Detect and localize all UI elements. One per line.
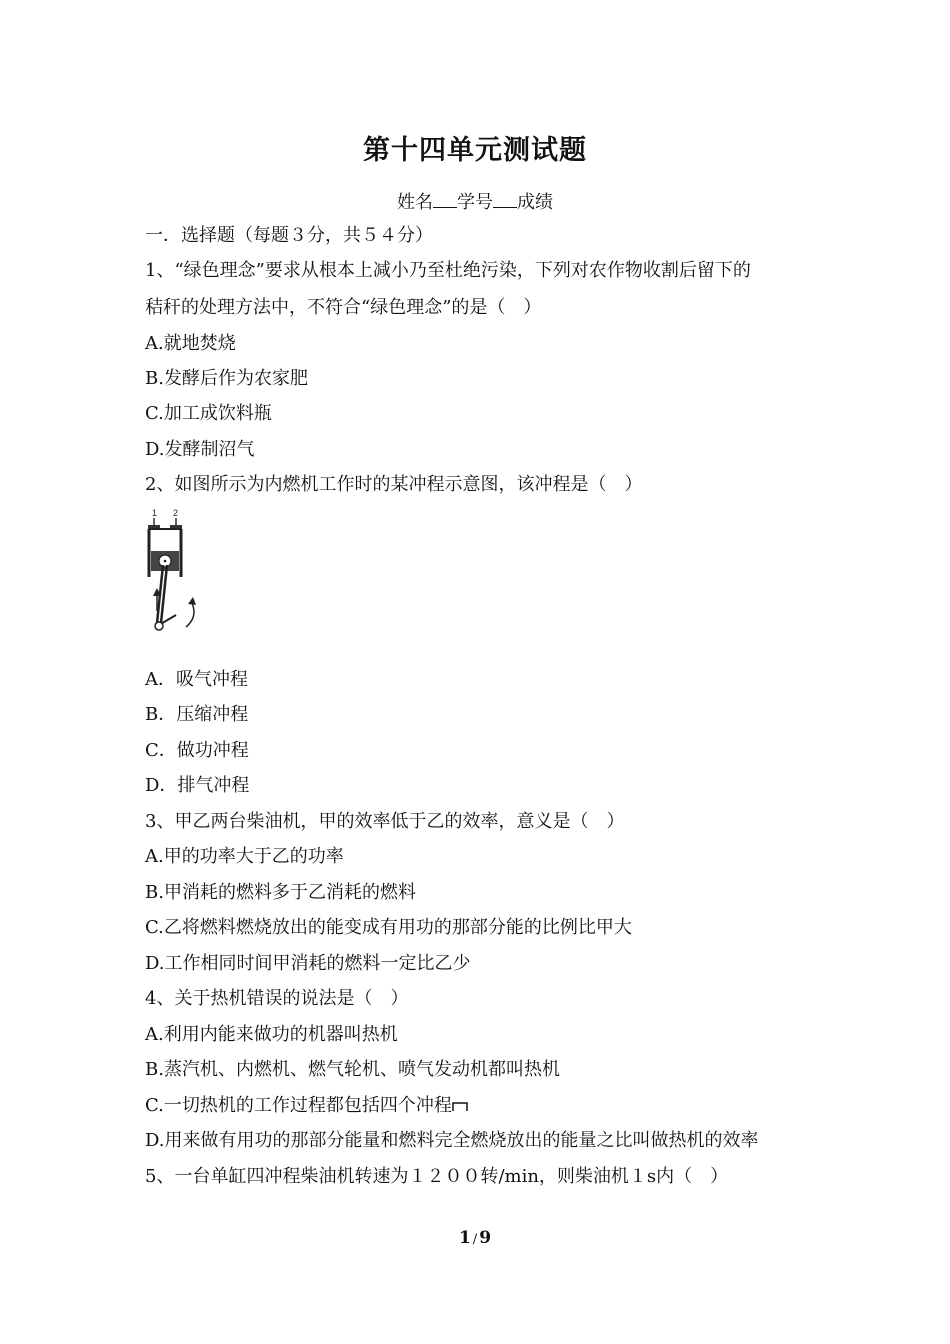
question-1-option-c: C.加工成饮料瓶: [145, 403, 272, 424]
question-4-option-d: D.用来做有用功的那部分能量和燃料完全燃烧放出的能量之比叫做热机的效率: [145, 1130, 759, 1151]
question-3-option-d: D.工作相同时间甲消耗的燃料一定比乙少: [145, 953, 471, 974]
connecting-rod: [155, 565, 176, 630]
question-1-option-b: B.发酵后作为农家肥: [145, 368, 308, 389]
question-1-line-1: 1、“绿色理念”要求从根本上减小乃至杜绝污染，下列对农作物收割后留下的: [145, 260, 751, 281]
page-separator: /: [472, 1232, 478, 1247]
question-4-option-c-text: C.一切热机的工作过程都包括四个冲程: [145, 1095, 452, 1116]
corner-mark-icon: [452, 1100, 468, 1112]
question-2-option-c: C．做功冲程: [145, 740, 249, 761]
valve-1-label: 1: [152, 508, 158, 518]
valve-2-label: 2: [173, 508, 179, 518]
question-1-line-2: 秸秆的处理方法中，不符合“绿色理念”的是（ ）: [145, 297, 542, 318]
question-2-option-a: A．吸气冲程: [145, 669, 248, 690]
piston: [151, 551, 179, 571]
question-3-option-c: C.乙将燃料燃烧放出的能变成有用功的那部分能的比例比甲大: [145, 917, 632, 938]
engine-stroke-figure: [140, 505, 210, 640]
name-blank[interactable]: [433, 193, 457, 208]
score-label: 成绩: [517, 192, 553, 213]
question-2-option-b: B．压缩冲程: [145, 704, 249, 725]
question-4-option-a: A.利用内能来做功的机器叫热机: [145, 1024, 398, 1045]
question-3-option-b: B.甲消耗的燃料多于乙消耗的燃料: [145, 882, 416, 903]
question-1-option-d: D.发酵制沼气: [145, 439, 255, 460]
student-id-label: 学号: [457, 192, 493, 213]
name-label: 姓名: [397, 192, 433, 213]
page-title: 第十四单元测试题: [363, 135, 587, 166]
question-3-line-1: 3、甲乙两台柴油机，甲的效率低于乙的效率，意义是（ ）: [145, 811, 625, 832]
section-heading: 一．选择题（每题３分，共５４分）: [145, 225, 433, 246]
total-pages: 9: [479, 1228, 492, 1248]
rotation-arrow-icon: [186, 597, 196, 627]
student-info-line: [0, 188, 950, 214]
question-1-option-a: A.就地焚烧: [145, 333, 236, 354]
question-3-option-a: A.甲的功率大于乙的功率: [145, 846, 344, 867]
question-4-option-b: B.蒸汽机、内燃机、燃气轮机、喷气发动机都叫热机: [145, 1059, 560, 1080]
current-page: 1: [458, 1228, 471, 1248]
question-4-line-1: 4、关于热机错误的说法是（ ）: [145, 988, 409, 1009]
question-2-line-1: 2、如图所示为内燃机工作时的某冲程示意图，该冲程是（ ）: [145, 474, 643, 495]
question-4-option-c: [145, 1094, 468, 1118]
student-id-blank[interactable]: [493, 193, 517, 208]
page-number: [0, 1228, 950, 1248]
question-2-option-d: D．排气冲程: [145, 775, 250, 796]
question-5-line-1: 5、一台单缸四冲程柴油机转速为１２００转/min，则柴油机１s内（ ）: [145, 1166, 729, 1187]
